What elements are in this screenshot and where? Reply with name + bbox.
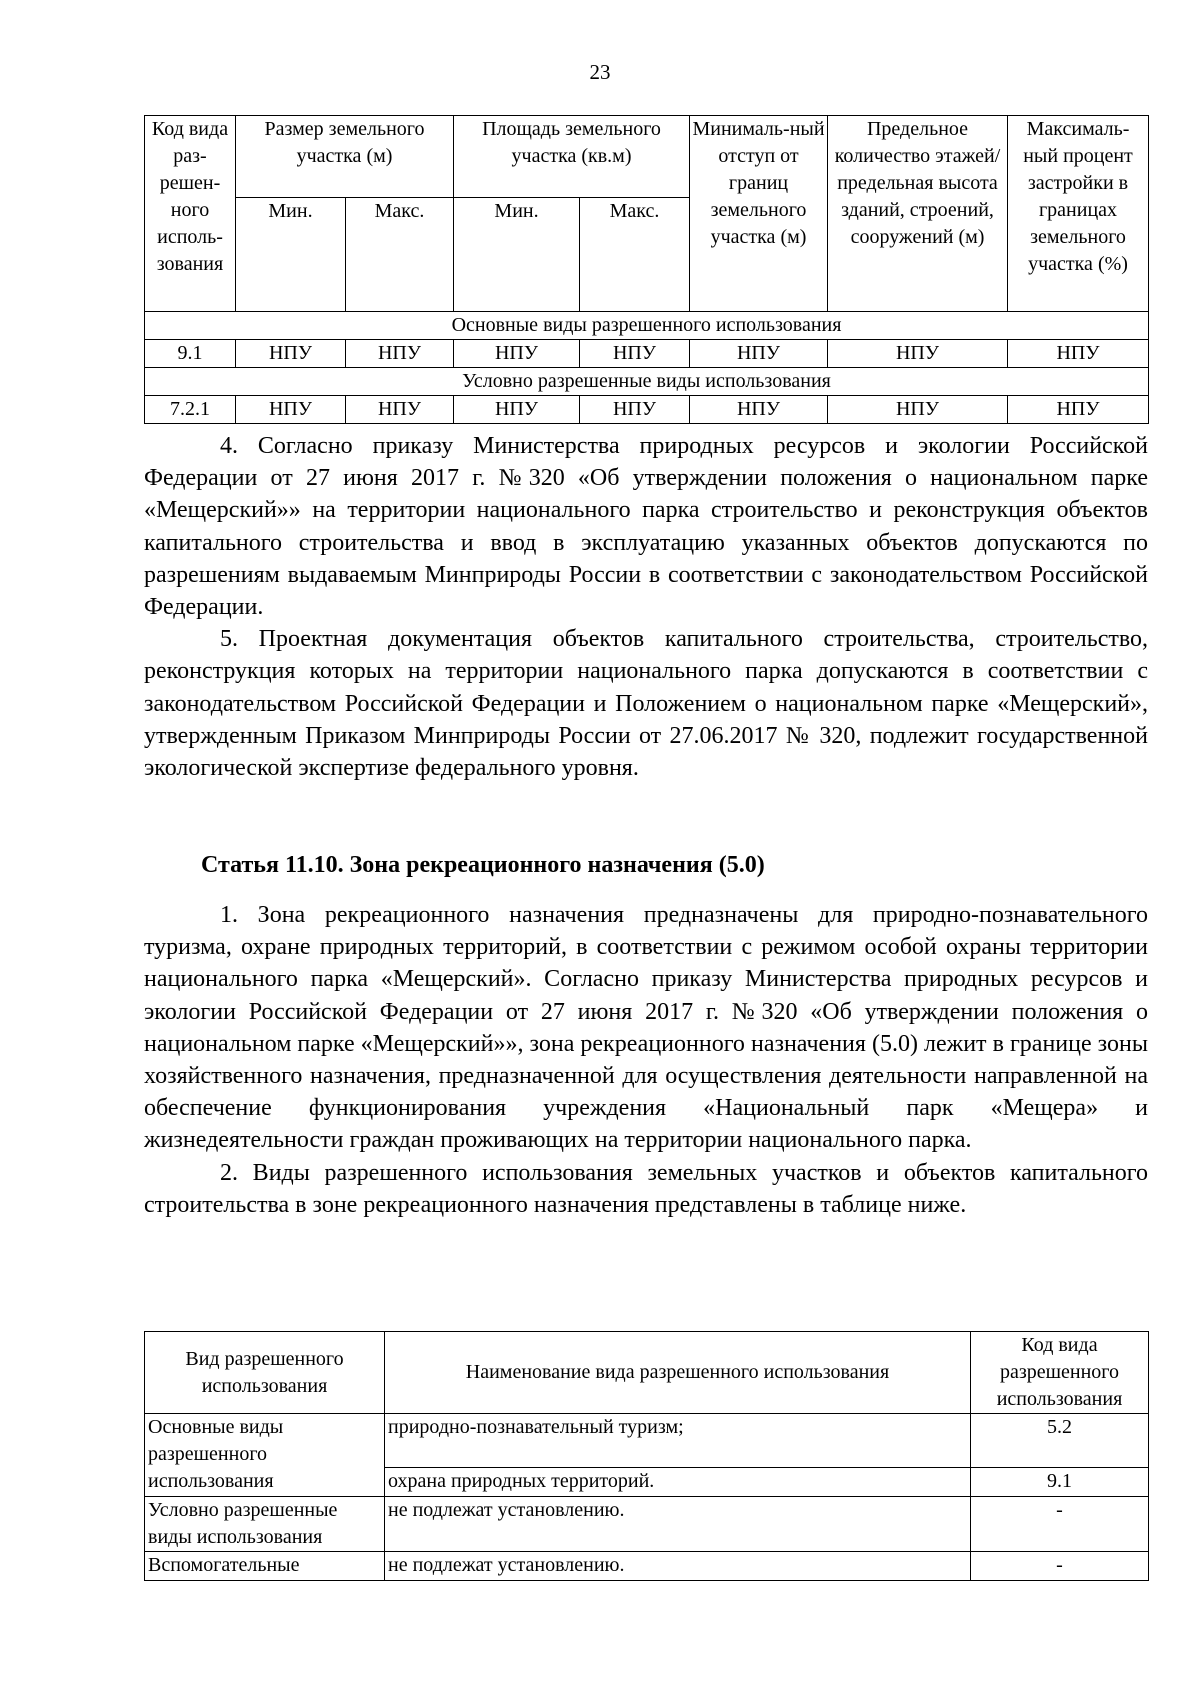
table-cell: НПУ xyxy=(236,340,346,368)
table-cell: НПУ xyxy=(236,396,346,424)
table-cell: природно-познавательный туризм; xyxy=(385,1414,971,1468)
table-cell: 9.1 xyxy=(145,340,236,368)
table-cell: НПУ xyxy=(454,396,580,424)
table-cell: НПУ xyxy=(828,340,1008,368)
paragraph: 2. Виды разрешенного использования земельных участков и объектов капитального строительства в зоне рекреационного назначения представлены в таблице ниже. xyxy=(144,1159,1148,1218)
header-lot-size: Размер земельного участка (м) xyxy=(236,116,454,198)
header-max-coverage: Максималь-ный процент застройки в границах земельного участка (%) xyxy=(1008,116,1149,312)
table-cell: не подлежат установлению. xyxy=(385,1552,971,1581)
table-cell: - xyxy=(971,1497,1149,1552)
permitted-use-types-table xyxy=(144,1331,1149,1581)
table-cell: не подлежат установлению. xyxy=(385,1497,971,1552)
table-cell: 9.1 xyxy=(971,1468,1149,1497)
auxiliary-uses-label: Вспомогательные xyxy=(145,1552,385,1581)
page-number: 23 xyxy=(589,60,611,84)
header-lot-size-min: Мин. xyxy=(236,198,346,312)
paragraph: 4. Согласно приказу Министерства природных ресурсов и экологии Российской Федерации от 27 июня 2017 г. №320 «Об утверждении положения о национальном парке «Мещерский»» на территории национального парка строительство и реконструкция объектов капитального строительства и ввод в эксплуатацию указанных объектов допускаются по разрешениям выдаваемым Минприроды России в соответствии с законодательством Российской Федерации. xyxy=(144,433,1148,621)
paragraph: 5. Проектная документация объектов капитального строительства, строительство, реконструкция которых на территории национального парка допускаются в соответствии с законодательством Российской Федерации и Положением о национальном парке «Мещерский», утвержденным Приказом Минприроды России от 27.06.2017 № 320, подлежит государственной экологической экспертизе федерального уровня. xyxy=(144,626,1148,782)
header-lot-size-max: Макс. xyxy=(346,198,454,312)
header-lot-area-max: Макс. xyxy=(580,198,690,312)
table-cell: НПУ xyxy=(828,396,1008,424)
table-cell: 5.2 xyxy=(971,1414,1149,1468)
conditional-uses-label: Условно разрешенные виды использования xyxy=(145,1497,385,1552)
header-max-floors: Предельное количество этажей/ предельная высота зданий, строений, сооружений (м) xyxy=(828,116,1008,312)
permitted-use-parameters-table xyxy=(144,115,1149,424)
table-cell: охрана природных территорий. xyxy=(385,1468,971,1497)
header-lot-area: Площадь земельного участка (кв.м) xyxy=(454,116,690,198)
header-lot-area-min: Мин. xyxy=(454,198,580,312)
section-title: Условно разрешенные виды использования xyxy=(145,368,1149,396)
table-cell: НПУ xyxy=(346,340,454,368)
section-row-conditional xyxy=(145,368,1149,396)
header-name: Наименование вида разрешенного использования xyxy=(385,1332,971,1414)
header-code: Код вида разрешенного использования xyxy=(971,1332,1149,1414)
header-code: Код вида раз-решен-ного исполь-зования xyxy=(145,116,236,312)
table-cell: - xyxy=(971,1552,1149,1581)
table-row xyxy=(145,1497,1149,1552)
body-text-bottom xyxy=(144,899,1148,1221)
table-cell: НПУ xyxy=(580,340,690,368)
main-uses-label: Основные виды разрешенного использования xyxy=(145,1414,385,1497)
section-row-main xyxy=(145,312,1149,340)
table-cell: 7.2.1 xyxy=(145,396,236,424)
table-row xyxy=(145,1414,1149,1468)
body-text-top xyxy=(144,430,1148,784)
table-cell: НПУ xyxy=(1008,340,1149,368)
table-row xyxy=(145,1552,1149,1581)
table-cell: НПУ xyxy=(454,340,580,368)
header-type: Вид разрешенного использования xyxy=(145,1332,385,1414)
article-heading: Статья 11.10. Зона рекреационного назначения (5.0) xyxy=(201,852,765,878)
table-cell: НПУ xyxy=(690,340,828,368)
section-title: Основные виды разрешенного использования xyxy=(145,312,1149,340)
table-cell: НПУ xyxy=(580,396,690,424)
table-row xyxy=(145,396,1149,424)
table-cell: НПУ xyxy=(690,396,828,424)
table-cell: НПУ xyxy=(346,396,454,424)
table-cell: НПУ xyxy=(1008,396,1149,424)
table-row xyxy=(145,340,1149,368)
header-min-setback: Минималь-ный отступ от границ земельного участка (м) xyxy=(690,116,828,312)
paragraph: 1. Зона рекреационного назначения предназначены для природно-познавательного туризма, охране природных территорий, в соответствии с режимом особой охраны территории национального парка «Мещерский». Согласно приказу Министерства природных ресурсов и экологии Российской Федерации от 27 июня 2017 г. №320 «Об утверждении положения о национальном парке «Мещерский»», зона рекреационного назначения (5.0) лежит в границе зоны хозяйственного назначения, предназначенной для осуществления деятельности направленной на обеспечение функционирования учреждения «Национальный парк «Мещера» и жизнедеятельности граждан проживающих на территории национального парка. xyxy=(144,902,1148,1154)
